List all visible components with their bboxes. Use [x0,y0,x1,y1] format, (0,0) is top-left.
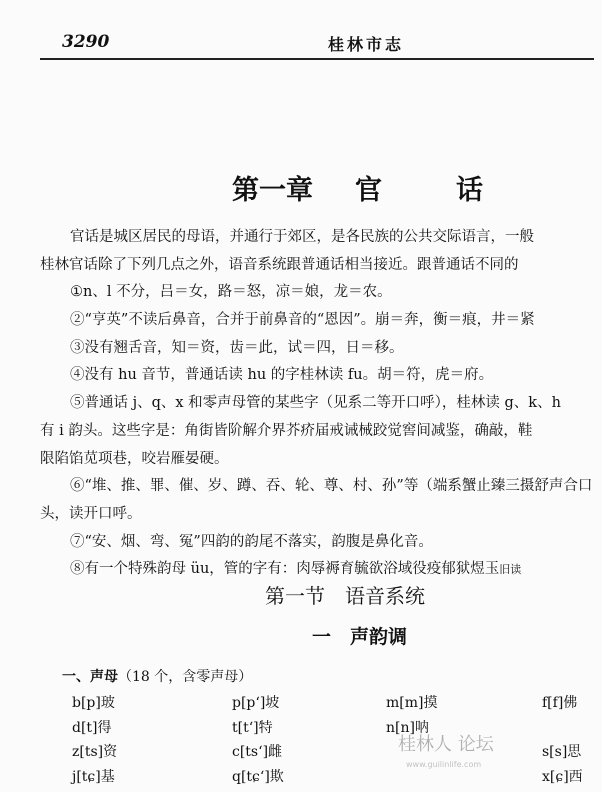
book-title: 桂林市志 [328,35,405,54]
table-cell: s[s]思 [542,744,582,760]
paragraph-line: ④没有 hu 音节，普通话读 hu 的字桂林读 fu。胡＝符，虎＝府。 [70,367,494,384]
paragraph-line: 有 i 韵头。这些字是：角街皆阶解介界芥疥届戒诫械跤觉窖间减鉴，确敲，鞋 [40,422,533,439]
watermark: 桂林人 论坛 [398,734,494,755]
table-cell: f[f]佛 [542,695,578,711]
consonants-heading [62,666,252,686]
paragraph-line: 桂林官话除了下列几点之外，语音系统跟普通话相当接近。跟普通话不同的 [40,256,519,273]
consonants-count: （18 个，含零声母） [118,669,253,685]
table-cell: x[ɕ]西 [542,768,583,785]
subsection-title: 一 声韵调 [312,626,408,648]
paragraph-line: 限陷馅苋项巷，咬岩雁晏硬。 [40,450,229,467]
paragraph-line: ⑤普通话 j、q、x 和零声母管的某些字（见系二等开口呼），桂林读 g、k、h [70,395,561,412]
table-cell: p[pʻ]坡 [232,695,280,711]
paragraph-note: 旧读 [499,563,522,577]
chapter-title-b: 话 [456,175,483,206]
paragraph-line: ⑦“安、烟、弯、冤”四韵的韵尾不落实，韵腹是鼻化音。 [70,533,433,550]
chapter-heading [232,168,483,207]
table-cell: n[n]呐 [386,719,429,736]
paragraph-line: ②“亨英”不读后鼻音，合并于前鼻音的“恩因”。崩＝奔，衡＝痕，井＝紧 [70,312,535,329]
table-cell: t[tʻ]特 [232,719,273,736]
table-cell: c[tsʻ]雌 [232,744,283,760]
table-cell: j[tɕ]基 [72,768,115,785]
paragraph-line: 官话是城区居民的母语，并通行于郊区，是各民族的公共交际语言，一般 [70,229,534,245]
consonants-title: 一、声母 [62,669,118,685]
watermark-url: www.guilinlife.com [406,760,482,769]
table-cell: q[tɕʻ]欺 [232,768,284,785]
paragraph-line: ⑥“堆、推、罪、催、岁、蹲、吞、轮、尊、村、孙”等（端系蟹止臻三摄舒声合口 [70,478,593,495]
section-title: 第一节 语音系统 [265,584,425,608]
table-cell: m[m]摸 [386,695,438,711]
page-number: 3290 [62,32,110,52]
paragraph-line: ③没有翘舌音，知＝资，齿＝此，试＝四，日＝移。 [70,339,404,356]
table-cell: z[ts]资 [72,744,118,760]
table-cell: b[p]玻 [72,695,115,711]
paragraph-text: ⑧有一个特殊韵母 üu，管的字有：肉辱褥育毓欲浴域役疫郁狱煜玉 [70,561,500,578]
header-rule [40,58,594,60]
body-text [40,224,602,584]
chapter-label: 第一章 [232,175,313,206]
paragraph-line: 头，读开口呼。 [40,505,142,522]
paragraph-line: ①n、l 不分，吕＝女，路＝怒，凉＝娘，龙＝农。 [70,284,392,301]
chapter-title-a: 官 [355,175,382,206]
table-cell: d[t]得 [72,719,112,736]
